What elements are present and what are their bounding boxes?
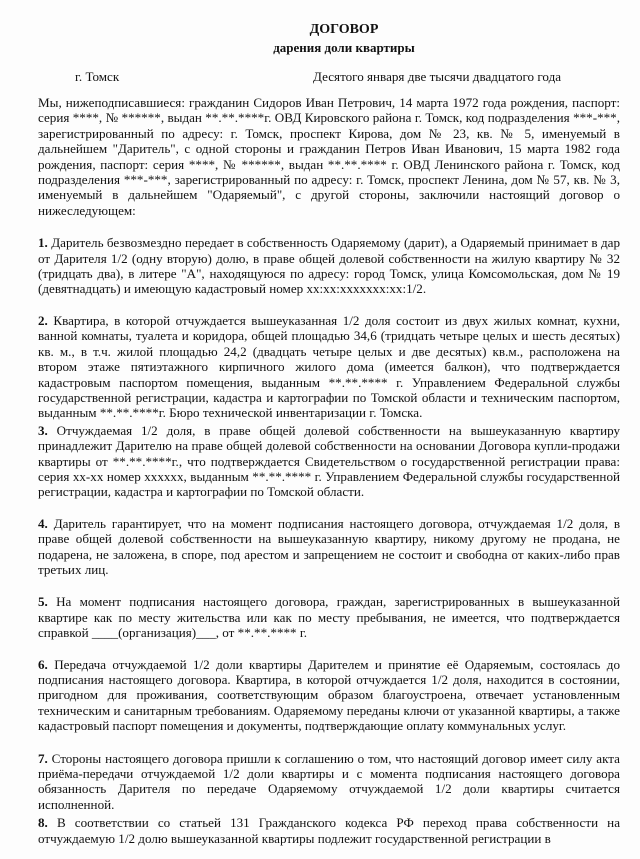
clause-2 xyxy=(38,313,620,421)
clause-7 xyxy=(38,751,620,813)
clause-number: 3. xyxy=(38,422,48,438)
intro-paragraph xyxy=(38,95,620,218)
clause-4 xyxy=(38,516,620,578)
clause-number: 8. xyxy=(38,815,48,831)
document-subtitle: дарения доли квартиры xyxy=(273,40,415,55)
clause-number: 2. xyxy=(38,312,48,328)
clause-3 xyxy=(38,423,620,500)
clause-5 xyxy=(38,594,620,640)
clause-number: 1. xyxy=(38,235,48,251)
clause-6 xyxy=(38,657,620,734)
clause-8 xyxy=(38,815,620,846)
clause-1 xyxy=(38,235,620,297)
clause-number: 6. xyxy=(38,656,48,672)
clause-text: Отчуждаемая 1/2 доля, в праве общей долевой собственности на вышеуказанную квартиру принадлежит Дарителю на праве общей долевой собственности на основании Договора купли-продажи квартиры от **.**.****г., что подтверждается Свидетельством о государственной регистрации права: серия хх-хх номер хххххх, выданным **.**.**** г. Управлением Федеральной службы государственной регистрации, кадастра и картографии по Томской области. xyxy=(38,422,620,500)
clause-text: Квартира, в которой отчуждается вышеуказанная 1/2 доля состоит из двух жилых комнат, кухни, ванной комнаты, туалета и коридора, общей площадью 34,6 (тридцать четыре целых и шесть десятых) кв. м., в т.ч. жилой площадью 24,2 (двадцать четыре целых и две десятых) кв.м., расположена на втором этаже пятиэтажного кирпичного жилого дома (имеется балкон), что подтверждается кадастровым паспортом помещения, выданным **.**.**** г. Управлением Федеральной службы государственной регистрации, кадастра и картографии по Томской области и техническим паспортом, выданным **.**.****г. Бюро технической инвентаризации г. Томска. xyxy=(38,312,620,421)
clause-text: На момент подписания настоящего договора, граждан, зарегистрированных в вышеуказанной квартире как по месту жительства или как по месту пребывания, не имеется, что подтверждается справкой ____(организация)___, от **.**.**** г. xyxy=(38,594,620,641)
city: г. Томск xyxy=(75,69,120,84)
place-date-line xyxy=(38,69,620,85)
clause-text: В соответствии со статьей 131 Гражданского кодекса РФ переход права собственности на отчуждаемую 1/2 долю вышеуказанной квартиры подлежит государственной регистрации в xyxy=(38,815,621,846)
clause-number: 4. xyxy=(38,515,48,531)
clause-number: 7. xyxy=(38,750,48,766)
intro-text: Мы, нижеподписавшиеся: гражданин Сидоров Иван Петрович, 14 марта 1972 года рождения, паспорт: серия ****, № ******, выдан **.**.****г. ОВД Кировского района г. Томск, код подразделения ***-***, зарегистрированный по адресу: г. Томск, проспект Кирова, дом № 23, кв. № 5, именуемый в дальнейшем "Даритель", с одной стороны и гражданин Петров Иван Иванович, 15 марта 1982 года рождения, паспорт: серия ****, № ******, выдан **.**.**** г. ОВД Ленинского района г. Томск, код подразделения ***-***, зарегистрированный по адресу: г. Томск, проспект Ленина, дом № 57, кв. № 3, именуемый в дальнейшем "Одаряемый", с другой стороны, заключили настоящий договор о нижеследующем: xyxy=(38,95,620,218)
clause-text: Даритель гарантирует, что на момент подписания настоящего договора, отчуждаемая 1/2 доля, в праве общей долевой собственности на вышеуказанную квартиру, никому другому не продана, не подарена, не заложена, в споре, под арестом и запрещением не состоит и свободна от каких-либо прав третьих лиц. xyxy=(38,515,621,577)
document-title: ДОГОВОР xyxy=(309,22,379,37)
contract-date: Десятого января две тысячи двадцатого года xyxy=(313,69,562,84)
clause-text: Стороны настоящего договора пришли к соглашению о том, что настоящий договор имеет силу акта приёма-передачи отчуждаемой 1/2 доли квартиры и с момента подписания настоящего договора обязанность Дарителя по передаче Одаряемому отчуждаемой 1/2 доли квартиры считается исполненной. xyxy=(38,750,620,812)
clause-text: Передача отчуждаемой 1/2 доли квартиры Дарителем и принятие её Одаряемым, состоялась до подписания настоящего договора. Квартира, в которой отчуждается 1/2 доля, находится в состоянии, пригодном для проживания, соответствующим образом благоустроена, отвечает установленным техническим и санитарным требованиям. Одаряемому переданы ключи от указанной квартиры, а также кадастровый паспорт помещения и документы, подтверждающие оплату коммунальных услуг. xyxy=(38,656,620,734)
clause-text: Даритель безвозмездно передает в собственность Одаряемому (дарит), а Одаряемый принимает в дар от Дарителя 1/2 (одну вторую) долю, в праве общей долевой собственности на жилую квартиру № 32 (тридцать два), в литере "А", находящуюся по адресу: город Томск, улица Комсомольская, дом № 19 (девятнадцать) и имеющую кадастровый номер хх:хх:ххххххх:хх:1/2. xyxy=(38,235,620,297)
clause-number: 5. xyxy=(38,594,48,610)
